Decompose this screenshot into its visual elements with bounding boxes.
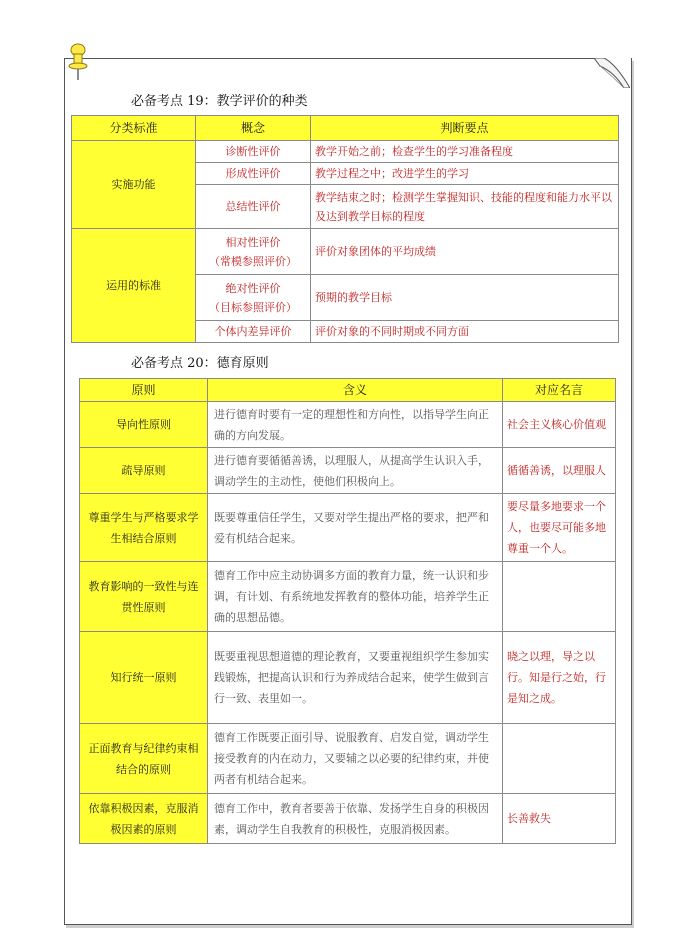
meaning-cell: 既要尊重信任学生，又要对学生提出严格的要求，把严和爱有机结合起来。 — [208, 494, 503, 562]
pushpin-icon — [66, 42, 90, 82]
header-concept: 概念 — [196, 116, 311, 141]
table-row — [80, 794, 616, 844]
point-cell: 教学过程之中；改进学生的学习 — [311, 163, 619, 185]
table-row — [72, 141, 619, 163]
principle-cell: 正面教育与纪律约束相结合的原则 — [80, 724, 208, 794]
quote-cell — [503, 562, 616, 632]
point-cell: 教学开始之前；检查学生的学习准备程度 — [311, 141, 619, 163]
concept-cell: 个体内差异评价 — [196, 321, 311, 343]
meaning-cell: 进行德育要循循善诱，以理服人，从提高学生认识入手，调动学生的主动性，使他们积极向上。 — [208, 448, 503, 494]
point-cell: 评价对象的不同时期或不同方面 — [311, 321, 619, 343]
quote-cell: 社会主义核心价值观 — [503, 402, 616, 448]
meaning-cell: 德育工作中应主动协调多方面的教育力量，统一认识和步调，有计划、有系统地发挥教育的整体功能，培养学生正确的思想品德。 — [208, 562, 503, 632]
section-20-title: 必备考点 20：德育原则 — [131, 356, 269, 371]
table-row — [80, 724, 616, 794]
principle-cell: 依靠积极因素，克服消极因素的原则 — [80, 794, 208, 844]
concept-cell — [196, 229, 311, 275]
table-row — [80, 494, 616, 562]
header-quote: 对应名言 — [503, 379, 616, 402]
header-point: 判断要点 — [311, 116, 619, 141]
table-row — [80, 402, 616, 448]
concept-cell: 总结性评价 — [196, 185, 311, 229]
paper-top-edge — [64, 58, 600, 59]
principle-cell: 尊重学生与严格要求学生相结合原则 — [80, 494, 208, 562]
quote-cell: 循循善诱，以理服人 — [503, 448, 616, 494]
concept-alias: （常模参照评价） — [209, 254, 297, 268]
quote-cell — [503, 724, 616, 794]
table-row — [80, 448, 616, 494]
quote-cell: 要尽量多地要求一个人，也要尽可能多地尊重一个人。 — [503, 494, 616, 562]
point-cell: 评价对象团体的平均成绩 — [311, 229, 619, 275]
header-meaning: 含义 — [208, 379, 503, 402]
evaluation-types-table — [71, 115, 619, 343]
meaning-cell: 既要重视思想道德的理论教育，又要重视组织学生参加实践锻炼，把提高认识和行为养成结合起来，使学生做到言行一致、表里如一。 — [208, 632, 503, 724]
principle-cell: 知行统一原则 — [80, 632, 208, 724]
table-row — [72, 229, 619, 275]
quote-cell: 晓之以理，导之以行。知是行之始，行是知之成。 — [503, 632, 616, 724]
concept-cell: 形成性评价 — [196, 163, 311, 185]
meaning-cell: 进行德育时要有一定的理想性和方向性，以指导学生向正确的方向发展。 — [208, 402, 503, 448]
table-row — [80, 632, 616, 724]
point-cell: 预期的教学目标 — [311, 275, 619, 321]
table-header-row — [72, 116, 619, 141]
page-curl-icon — [594, 58, 630, 88]
header-principle: 原则 — [80, 379, 208, 402]
header-category: 分类标准 — [72, 116, 196, 141]
principle-cell: 导向性原则 — [80, 402, 208, 448]
point-cell: 教学结束之时；检测学生掌握知识、技能的程度和能力水平以及达到教学目标的程度 — [311, 185, 619, 229]
concept-cell: 诊断性评价 — [196, 141, 311, 163]
concept-main: 绝对性评价 — [225, 281, 281, 295]
category-cell: 运用的标准 — [72, 229, 196, 343]
category-cell: 实施功能 — [72, 141, 196, 229]
concept-alias: （目标参照评价） — [209, 300, 297, 314]
table-header-row — [80, 379, 616, 402]
principle-cell: 疏导原则 — [80, 448, 208, 494]
quote-cell: 长善救失 — [503, 794, 616, 844]
meaning-cell: 德育工作中，教育者要善于依靠、发扬学生自身的积极因素，调动学生自我教育的积极性，克服消极因素。 — [208, 794, 503, 844]
moral-education-principles-table — [79, 378, 616, 844]
concept-main: 相对性评价 — [225, 235, 281, 249]
table-row — [80, 562, 616, 632]
meaning-cell: 德育工作既要正面引导、说服教育、启发自觉，调动学生接受教育的内在动力，又要辅之以必要的纪律约束，并使两者有机结合起来。 — [208, 724, 503, 794]
section-19-title: 必备考点 19：教学评价的种类 — [131, 94, 308, 109]
concept-cell — [196, 275, 311, 321]
principle-cell: 教育影响的一致性与连贯性原则 — [80, 562, 208, 632]
